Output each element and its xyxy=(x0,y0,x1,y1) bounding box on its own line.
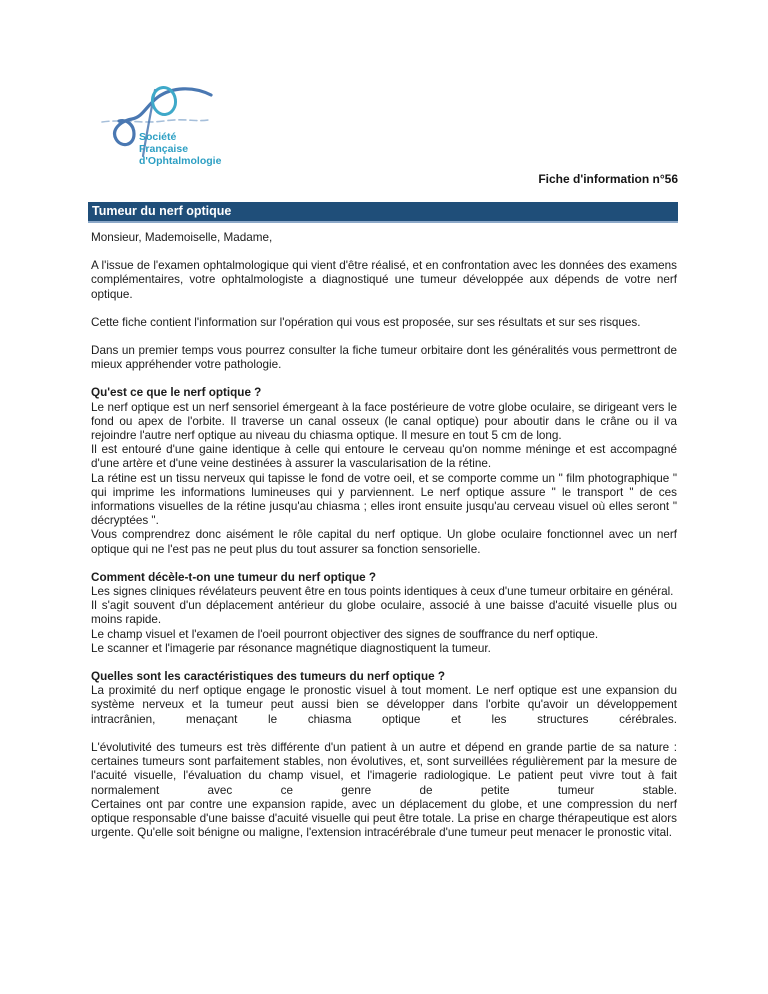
paragraph: Il est entouré d'une gaine identique à celle qui entoure le cerveau qu'on nomme méninge et est accompagné d'une artère et d'une veine destinées à assurer la vascularisation de la rétine. xyxy=(91,443,677,471)
sfo-logo-icon xyxy=(98,84,238,172)
document-body xyxy=(91,231,677,840)
logo-org-line-3: d'Ophtalmologie xyxy=(139,155,222,167)
paragraph: Les signes cliniques révélateurs peuvent être en tous points identiques à ceux d'une tumeur orbitaire en général. xyxy=(91,585,674,599)
paragraph: Vous comprendrez donc aisément le rôle capital du nerf optique. Un globe oculaire fonctionnel avec un nerf optique qui ne l'est pas ne peut plus du tout assurer sa fonction sensorielle. xyxy=(91,528,677,556)
paragraph: A l'issue de l'examen ophtalmologique qui vient d'être réalisé, et en confrontation avec les données des examens complémentaires, votre ophtalmologiste a diagnostiqué une tumeur développée aux dépends de votre nerf optique. xyxy=(91,259,677,301)
salutation: Monsieur, Mademoiselle, Madame, xyxy=(91,231,273,244)
paragraph: La rétine est un tissu nerveux qui tapisse le fond de votre oeil, et se comporte comme un " film photographique " qui imprime les informations lumineuses qui y parviennent. Le nerf optique assure " le transport " de ces informations visuelles de la rétine jusqu'au chiasma ; elles iront ensuite jusqu'au cerveau visuel où elles seront " décryptées ". xyxy=(91,471,677,528)
section-heading: Quelles sont les caractéristiques des tumeurs du nerf optique ? xyxy=(91,670,445,684)
paragraph: Cette fiche contient l'information sur l'opération qui vous est proposée, sur ses résultats et sur ses risques. xyxy=(91,315,641,329)
paragraph: L'évolutivité des tumeurs est très différente d'un patient à un autre et dépend en grande partie de sa nature : certaines tumeurs sont parfaitement stables, non évolutives, et, sont surveillées régulièrement par la mesure de l'acuité visuelle, l'évaluation du champ visuel, et l'imagerie radiologique. Le patient peut vivre tout à fait normalement avec ce genre de petite tumeur stable. xyxy=(91,740,677,797)
logo-org-line-1: Société xyxy=(139,131,177,143)
fiche-number: Fiche d'information n°56 xyxy=(538,172,678,186)
paragraph: Certaines ont par contre une expansion rapide, avec un déplacement du globe, et une compression du nerf optique responsable d'une baisse d'acuité visuelle qui peut être totale. La prise en charge thérapeutique est alors urgente. Qu'elle soit bénigne ou maligne, l'extension intracérébrale d'une tumeur peut menacer le pronostic vital. xyxy=(91,797,677,840)
paragraph: Dans un premier temps vous pourrez consulter la fiche tumeur orbitaire dont les généralités vous permettront de mieux appréhender votre pathologie. xyxy=(91,344,677,372)
document-title: Tumeur du nerf optique xyxy=(92,204,232,218)
section-heading: Qu'est ce que le nerf optique ? xyxy=(91,386,262,400)
document-title-bar xyxy=(88,202,678,223)
paragraph: Le nerf optique est un nerf sensoriel émergeant à la face postérieure de votre globe oculaire, se dirigeant vers le fond ou apex de l'orbite. Il traverse un canal osseux (le canal optique) pour aboutir dans le crâne ou il va rejoindre l'autre nerf optique au niveau du chiasma optique. Il mesure en tout 5 cm de long. xyxy=(91,400,677,443)
paragraph: Le champ visuel et l'examen de l'oeil pourront objectiver des signes de souffrance du nerf optique. xyxy=(91,627,599,641)
paragraph: Le scanner et l'imagerie par résonance magnétique diagnostiquent la tumeur. xyxy=(91,641,491,655)
section-heading: Comment décèle-t-on une tumeur du nerf optique ? xyxy=(91,570,377,584)
paragraph: Il s'agit souvent d'un déplacement antérieur du globe oculaire, associé à une baisse d'acuité visuelle plus ou moins rapide. xyxy=(91,599,677,627)
paragraph: La proximité du nerf optique engage le pronostic visuel à tout moment. Le nerf optique est une expansion du système nerveux et la tumeur peut aussi bien se développer dans l'orbite qu'avoir un développement intracrânien, menaçant le chiasma optique et les structures cérébrales. xyxy=(91,684,677,726)
sfo-logo xyxy=(98,84,238,172)
logo-org-line-2: Française xyxy=(139,143,189,155)
